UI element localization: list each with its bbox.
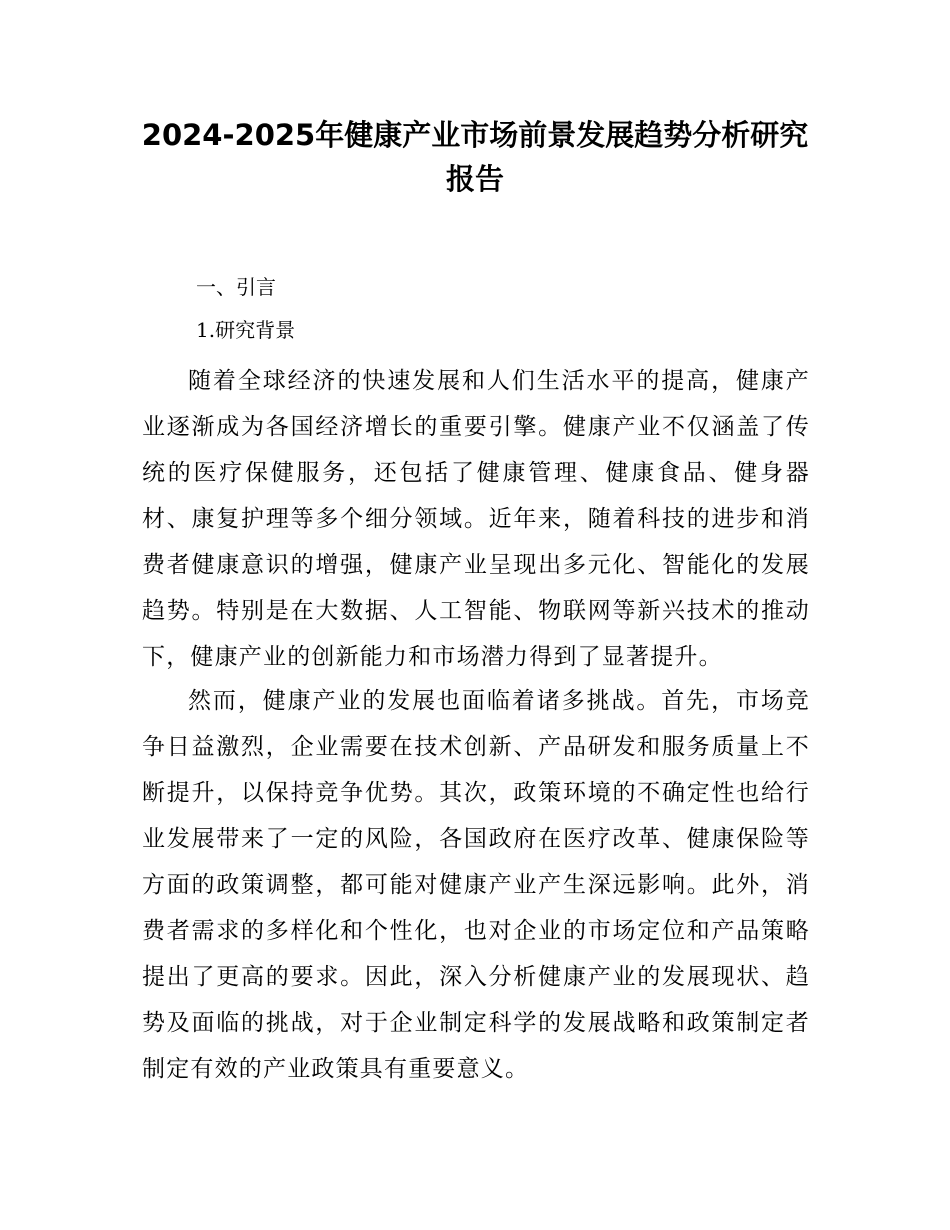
section-heading: 一、引言 [196, 275, 276, 299]
paragraph: 随着全球经济的快速发展和人们生活水平的提高，健康产业逐渐成为各国经济增长的重要引擎。健康产业不仅涵盖了传统的医疗保健服务，还包括了健康管理、健康食品、健身器材、康复护理等多个细分领域。近年来，随着科技的进步和消费者健康意识的增强，健康产业呈现出多元化、智能化的发展趋势。特别是在大数据、人工智能、物联网等新兴技术的推动下，健康产业的创新能力和市场潜力得到了显著提升。 [142, 368, 810, 670]
subsection-heading: 1.研究背景 [196, 318, 296, 342]
paragraph: 然而，健康产业的发展也面临着诸多挑战。首先，市场竞争日益激烈，企业需要在技术创新、产品研发和服务质量上不断提升，以保持竞争优势。其次，政策环境的不确定性也给行业发展带来了一定的风险，各国政府在医疗改革、健康保险等方面的政策调整，都可能对健康产业产生深远影响。此外，消费者需求的多样化和个性化，也对企业的市场定位和产品策略提出了更高的要求。因此，深入分析健康产业的发展现状、趋势及面临的挑战，对于企业制定科学的发展战略和政策制定者制定有效的产业政策具有重要意义。 [142, 688, 810, 1082]
document-title: 2024-2025年健康产业市场前景发展趋势分析研究报告 [141, 118, 809, 196]
